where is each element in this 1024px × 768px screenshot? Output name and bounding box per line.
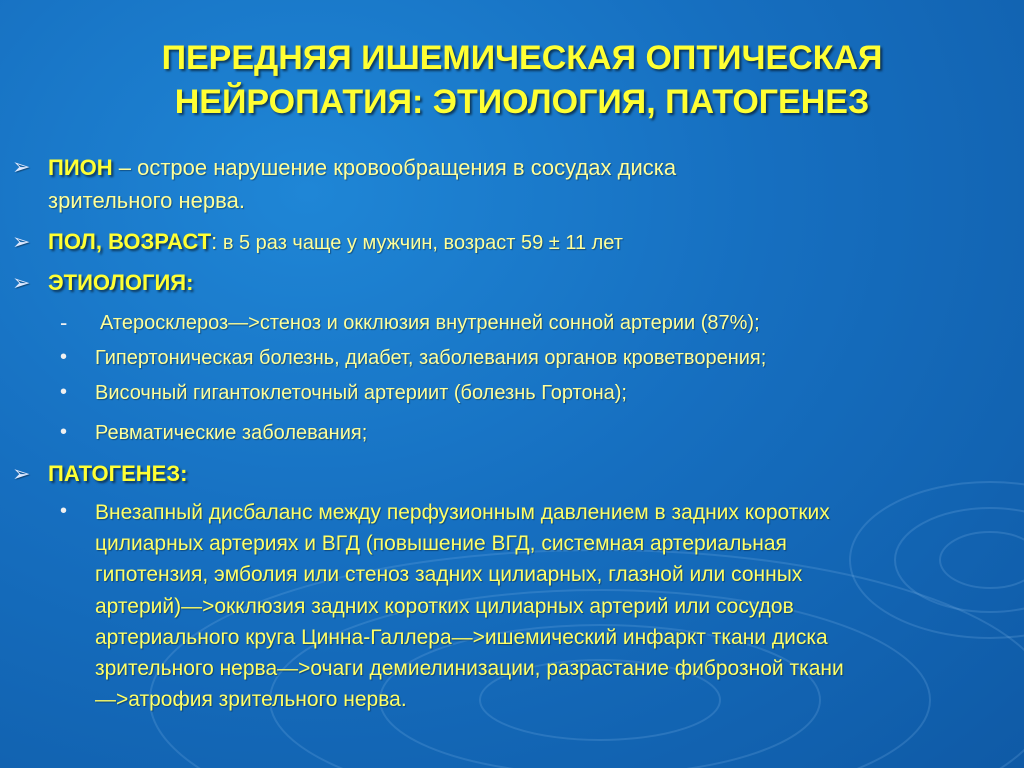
sex-age-term: ПОЛ, ВОЗРАСТ: [48, 229, 212, 254]
pathogenesis-line: артерий)—>окклюзия задних коротких цилиарных артерий или сосудов: [95, 594, 794, 618]
sex-age-line: [48, 229, 623, 255]
pion-line-1: [48, 155, 676, 181]
arrow-bullet-icon: ➢: [12, 461, 31, 486]
pathogenesis-line: зрительного нерва—>очаги демиелинизации, разрастание фиброзной ткани: [95, 657, 844, 681]
bullet-dot-icon: •: [60, 500, 68, 522]
etiology-heading: ЭТИОЛОГИЯ:: [48, 270, 194, 295]
arrow-bullet-icon: ➢: [12, 270, 31, 295]
dash-marker: -: [60, 310, 68, 335]
etiology-item: Височный гигантоклеточный артериит (болезнь Гортона);: [95, 382, 627, 404]
pion-definition: – острое нарушение кровообращения в сосудах диска: [112, 155, 677, 180]
bullet-dot-icon: •: [60, 346, 68, 368]
arrow-bullet-icon: ➢: [12, 229, 31, 254]
pion-line-2: зрительного нерва.: [48, 188, 245, 213]
pathogenesis-line: артериального круга Цинна-Галлера—>ишемический инфаркт ткани диска: [95, 625, 828, 649]
sex-age-text: в 5 раз чаще у мужчин, возраст 59 ± 11 лет: [217, 232, 623, 254]
slide-title-line-2: НЕЙРОПАТИЯ: ЭТИОЛОГИЯ, ПАТОГЕНЕЗ: [174, 83, 870, 121]
pathogenesis-heading: ПАТОГЕНЕЗ:: [48, 461, 188, 486]
sex-age-colon: :: [211, 229, 218, 254]
slide-title-line-1: ПЕРЕДНЯЯ ИШЕМИЧЕСКАЯ ОПТИЧЕСКАЯ: [161, 39, 883, 77]
pathogenesis-line: гипотензия, эмболия или стеноз задних цилиарных, глазной или сонных: [95, 563, 803, 587]
pathogenesis-line: —>атрофия зрительного нерва.: [95, 688, 407, 712]
pathogenesis-paragraph: [95, 497, 1015, 715]
pathogenesis-line: Внезапный дисбаланс между перфузионным давлением в задних коротких: [95, 501, 830, 524]
pathogenesis-line: цилиарных артериях и ВГД (повышение ВГД, системная артериальная: [95, 532, 787, 556]
etiology-item: Ревматические заболевания;: [95, 422, 368, 444]
bullet-dot-icon: •: [60, 421, 68, 443]
slide-title: [60, 36, 984, 124]
etiology-item: Гипертоническая болезнь, диабет, заболевания органов кроветворения;: [95, 347, 767, 369]
etiology-item: Атеросклероз—>стеноз и окклюзия внутренней сонной артерии (87%);: [100, 312, 760, 334]
pion-term: ПИОН: [48, 155, 113, 180]
arrow-bullet-icon: ➢: [12, 154, 31, 179]
bullet-dot-icon: •: [60, 381, 68, 403]
